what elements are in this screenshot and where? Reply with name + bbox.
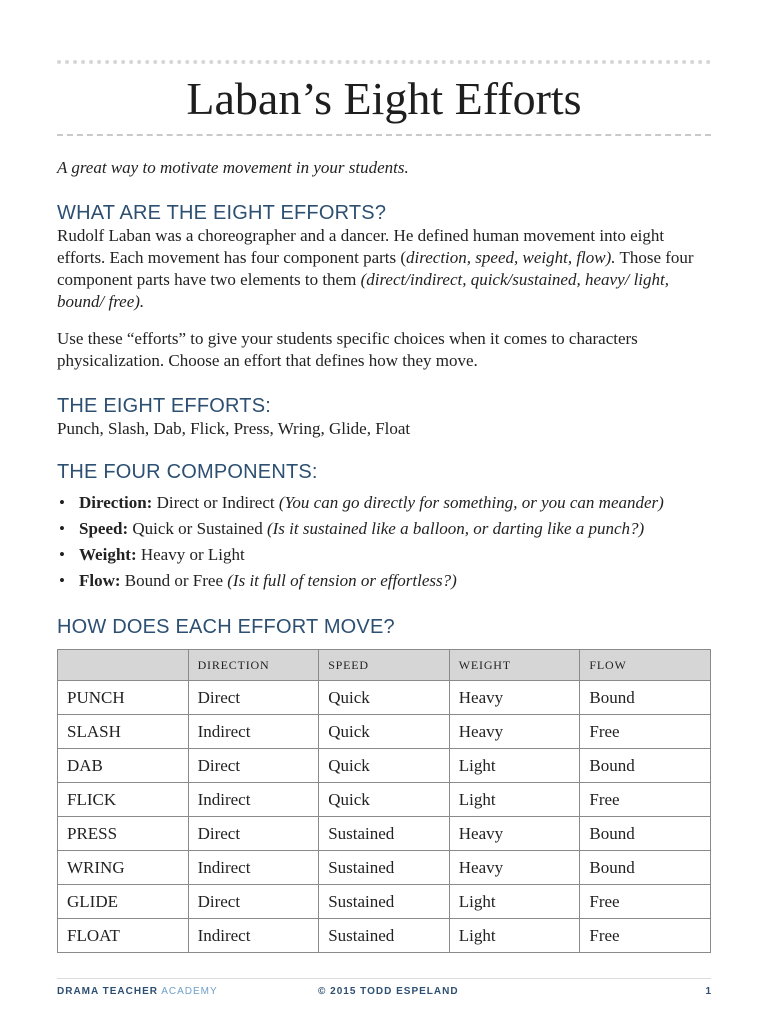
table-cell: Free xyxy=(580,919,711,953)
table-cell: GLIDE xyxy=(58,885,189,919)
table-cell: Light xyxy=(449,749,580,783)
component-value: Bound or Free xyxy=(124,571,224,590)
table-cell: PRESS xyxy=(58,817,189,851)
table-cell: Light xyxy=(449,885,580,919)
table-row xyxy=(58,919,711,953)
table-cell: Heavy xyxy=(449,715,580,749)
table-cell: Quick xyxy=(319,715,450,749)
component-note: (Is it full of tension or effortless?) xyxy=(227,571,457,590)
component-label: Flow: xyxy=(79,571,121,590)
table-cell: Bound xyxy=(580,817,711,851)
heading-four-components: THE FOUR COMPONENTS: xyxy=(57,461,318,483)
table-cell: Indirect xyxy=(188,715,319,749)
page-subtitle: A great way to motivate movement in your students. xyxy=(57,158,409,177)
table-cell: FLICK xyxy=(58,783,189,817)
intro-paragraph xyxy=(57,225,711,313)
table-cell: Indirect xyxy=(188,851,319,885)
table-cell: Light xyxy=(449,919,580,953)
table-row xyxy=(58,851,711,885)
heading-how-efforts-move: HOW DOES EACH EFFORT MOVE? xyxy=(57,616,395,638)
table-cell: FLOAT xyxy=(58,919,189,953)
table-cell: Heavy xyxy=(449,851,580,885)
bullet: • xyxy=(59,493,65,512)
component-value: Heavy or Light xyxy=(140,545,245,564)
table-row xyxy=(58,681,711,715)
intro-text-d: (direct/indirect, quick/sustained, heavy/ light, bound/ free). xyxy=(57,270,670,311)
table-cell: Sustained xyxy=(319,851,450,885)
table-cell: Light xyxy=(449,783,580,817)
page-number: 1 xyxy=(705,986,712,997)
component-value: Direct or Indirect xyxy=(156,493,275,512)
component-note: (You can go directly for something, or you can meander) xyxy=(278,493,664,512)
table-cell: Quick xyxy=(319,749,450,783)
column-header: WEIGHT xyxy=(449,650,580,681)
table-cell: DAB xyxy=(58,749,189,783)
table-row xyxy=(58,715,711,749)
table-cell: Bound xyxy=(580,749,711,783)
footer-brand-light: ACADEMY xyxy=(157,986,218,997)
table-cell: PUNCH xyxy=(58,681,189,715)
table-cell: Quick xyxy=(319,783,450,817)
table-cell: Sustained xyxy=(319,817,450,851)
component-label: Weight: xyxy=(79,545,137,564)
column-header: FLOW xyxy=(580,650,711,681)
footer-copyright: © 2015 TODD ESPELAND xyxy=(318,986,459,997)
footer-brand xyxy=(57,986,218,997)
table-row xyxy=(58,817,711,851)
table-cell: Free xyxy=(580,715,711,749)
table-cell: Heavy xyxy=(449,681,580,715)
list-item xyxy=(59,516,711,542)
page-title: Laban’s Eight Efforts xyxy=(186,73,582,124)
table-cell: WRING xyxy=(58,851,189,885)
table-cell: Bound xyxy=(580,851,711,885)
table-cell: Direct xyxy=(188,681,319,715)
table-cell: Free xyxy=(580,885,711,919)
table-cell: Heavy xyxy=(449,817,580,851)
intro-text-b: direction, speed, weight, flow). xyxy=(406,248,616,267)
efforts-table xyxy=(57,649,711,953)
table-row xyxy=(58,783,711,817)
heading-eight-efforts: THE EIGHT EFFORTS: xyxy=(57,395,271,417)
components-list xyxy=(57,490,711,594)
component-note: (Is it sustained like a balloon, or darting like a punch?) xyxy=(266,519,645,538)
list-item xyxy=(59,490,711,516)
list-item xyxy=(59,568,711,594)
bullet: • xyxy=(59,545,65,564)
table-cell: Sustained xyxy=(319,885,450,919)
table-header-row xyxy=(58,650,711,681)
table-cell: Free xyxy=(580,783,711,817)
table-cell: Sustained xyxy=(319,919,450,953)
column-header xyxy=(58,650,189,681)
top-dotted-rule xyxy=(57,60,711,64)
heading-what-are-efforts: WHAT ARE THE EIGHT EFFORTS? xyxy=(57,202,387,224)
table-cell: SLASH xyxy=(58,715,189,749)
table-row xyxy=(58,885,711,919)
table-cell: Direct xyxy=(188,749,319,783)
intro-text-a: Rudolf Laban was a choreographer and a dancer. He defined human movement into eight efforts. Each movement has four component parts ( xyxy=(57,226,665,267)
table-cell: Quick xyxy=(319,681,450,715)
bullet: • xyxy=(59,571,65,590)
usage-paragraph: Use these “efforts” to give your students specific choices when it comes to characters physicalization. Choose an effort that defines how they move. xyxy=(57,329,638,370)
table-row xyxy=(58,749,711,783)
footer-brand-bold: DRAMA TEACHER xyxy=(57,986,158,997)
intro-text-c: Those four component parts have two elements to them xyxy=(57,248,694,289)
document-body xyxy=(57,157,711,953)
component-value: Quick or Sustained xyxy=(132,519,263,538)
efforts-list: Punch, Slash, Dab, Flick, Press, Wring, Glide, Float xyxy=(57,419,411,438)
table-cell: Direct xyxy=(188,885,319,919)
title-dashed-rule xyxy=(57,134,711,136)
component-label: Direction: xyxy=(79,493,153,512)
bullet: • xyxy=(59,519,65,538)
column-header: DIRECTION xyxy=(188,650,319,681)
column-header: SPEED xyxy=(319,650,450,681)
table-cell: Indirect xyxy=(188,919,319,953)
list-item xyxy=(59,542,711,568)
table-cell: Indirect xyxy=(188,783,319,817)
component-label: Speed: xyxy=(79,519,129,538)
table-cell: Direct xyxy=(188,817,319,851)
table-cell: Bound xyxy=(580,681,711,715)
footer-rule xyxy=(57,978,711,979)
